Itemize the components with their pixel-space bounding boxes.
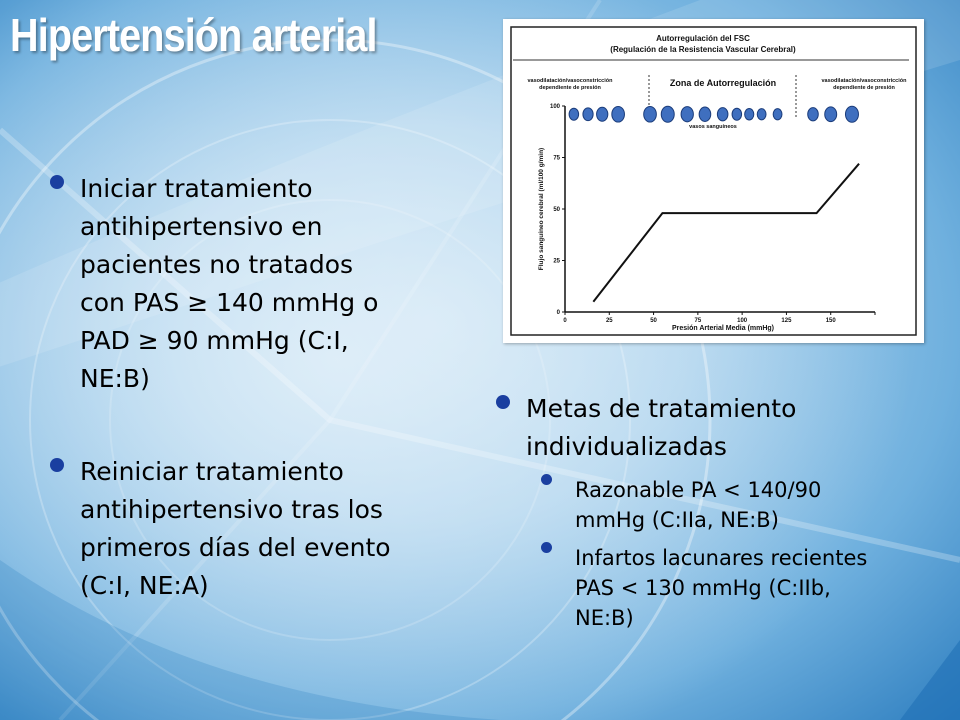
y-tick-label: 50 xyxy=(553,207,560,213)
blood-vessel-circle xyxy=(661,106,674,122)
left-zone-label: vasodilatación/vasoconstricción xyxy=(527,78,613,84)
bullet-line: NE:B) xyxy=(80,364,150,393)
blood-vessel-circle xyxy=(845,106,858,122)
blood-vessel-circle xyxy=(732,108,742,120)
y-tick-label: 0 xyxy=(556,310,560,316)
blood-vessel-circle xyxy=(583,108,593,121)
blood-vessel-circle xyxy=(597,107,608,121)
sub-bullet-line: Razonable PA < 140/90 xyxy=(575,478,822,502)
sub-bullet-line: PAS < 130 mmHg (C:IIb, xyxy=(575,576,831,600)
bullet-line: PAD ≥ 90 mmHg (C:I, xyxy=(80,326,349,355)
autoregulation-figure xyxy=(503,19,924,343)
bullet-dot-icon xyxy=(50,458,64,472)
x-tick-label: 25 xyxy=(605,318,613,324)
center-zone-label: Zona de Autorregulación xyxy=(669,78,777,88)
vessels-label: vasos sanguíneos xyxy=(689,124,737,130)
bullet-line: Metas de tratamiento xyxy=(526,394,797,423)
sub-bullet-dot-icon xyxy=(541,474,552,485)
bullet-item xyxy=(526,390,926,466)
sub-bullet-line: NE:B) xyxy=(575,606,634,630)
sub-bullet-item xyxy=(575,543,920,633)
bullet-dot-icon xyxy=(50,175,64,189)
bullet-line: Iniciar tratamiento xyxy=(80,174,313,203)
bullet-line: antihipertensivo tras los xyxy=(80,495,383,524)
sub-bullet-line: Infartos lacunares recientes xyxy=(575,546,868,570)
sub-bullet-dot-icon xyxy=(541,542,552,553)
x-axis-label: Presión Arterial Media (mmHg) xyxy=(671,325,775,332)
x-tick-label: 150 xyxy=(825,318,836,324)
blood-vessel-circle xyxy=(808,108,819,121)
autoregulation-curve xyxy=(593,164,859,302)
bullet-dot-icon xyxy=(496,395,510,409)
y-axis-label: Flujo sanguíneo cerebral (ml/100 g/min) xyxy=(538,147,545,271)
x-tick-label: 125 xyxy=(781,318,792,324)
figure-subtitle: (Regulación de la Resistencia Vascular Cerebral) xyxy=(610,45,796,54)
figure-title: Autorregulación del FSC xyxy=(656,34,750,43)
blood-vessel-circle xyxy=(644,106,657,122)
y-tick-label: 25 xyxy=(553,258,560,265)
y-tick-label: 75 xyxy=(553,155,560,162)
bullet-line: Reiniciar tratamiento xyxy=(80,457,344,486)
blood-vessel-circle xyxy=(612,106,625,122)
bullet-line: pacientes no tratados xyxy=(80,250,354,279)
right-zone-label: vasodilatación/vasoconstricción xyxy=(821,78,907,84)
bullet-line: con PAS ≥ 140 mmHg o xyxy=(80,288,379,317)
x-tick-label: 75 xyxy=(694,318,702,324)
y-tick-label: 100 xyxy=(549,104,560,110)
sub-bullet-line: mmHg (C:IIa, NE:B) xyxy=(575,508,779,532)
x-tick-label: 0 xyxy=(563,318,567,324)
blood-vessel-circle xyxy=(825,107,837,122)
bullet-item xyxy=(80,453,480,605)
bullet-item xyxy=(80,170,480,398)
figure-frame xyxy=(511,27,916,335)
blood-vessel-circle xyxy=(717,108,728,121)
x-tick-label: 50 xyxy=(650,318,657,324)
bullet-line: antihipertensivo en xyxy=(80,212,323,241)
blood-vessel-circle xyxy=(773,109,782,120)
left-zone-label-2: dependiente de presión xyxy=(539,85,601,91)
blood-vessel-circle xyxy=(745,108,754,120)
blood-vessel-circle xyxy=(757,109,766,120)
slide-title: Hipertensión arterial xyxy=(10,9,377,61)
bullet-line: primeros días del evento xyxy=(80,533,391,562)
bullet-line: individualizadas xyxy=(526,432,727,461)
right-zone-label-2: dependiente de presión xyxy=(833,85,895,91)
sub-bullet-item xyxy=(575,475,920,535)
autoregulation-chart xyxy=(503,19,924,343)
blood-vessel-circle xyxy=(569,108,579,120)
blood-vessel-circle xyxy=(681,107,693,122)
blood-vessel-circle xyxy=(699,107,711,121)
bullet-line: (C:I, NE:A) xyxy=(80,571,209,600)
x-tick-label: 100 xyxy=(737,318,748,324)
